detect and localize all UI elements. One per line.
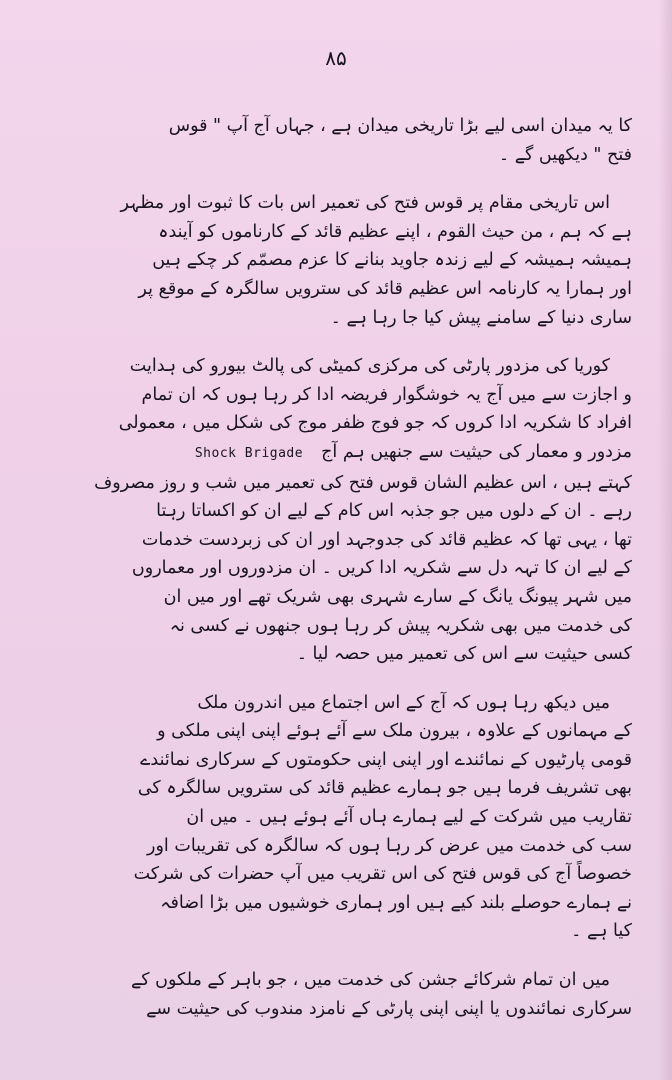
text-line: کوریا کی مزدور پارٹی کی مرکزی کمیٹی کی پالٹ بیورو کی ہدایت: [129, 356, 610, 377]
text-line: فتح " دیکھیں گے ۔: [498, 144, 632, 165]
text-line: میں ان تمام شرکائے جشن کی خدمت میں ، جو باہر کے ملکوں کے: [131, 970, 610, 991]
text-line: خصوصاً آج کی قوس فتح کی اس تقریب میں آپ حضرات کی شرکت: [133, 864, 632, 885]
text-line-with-term: [52, 438, 632, 469]
text-line: اس تاریخی مقام پر قوس فتح کی تعمیر اس بات کا ثبوت اور مظہر: [120, 193, 610, 214]
paragraph-5: [52, 966, 632, 1023]
text-line: میں شہر پیونگ یانگ کے سارے شہری بھی شریک تھے اور میں ان: [163, 586, 632, 607]
body-text: [52, 112, 632, 1023]
page-number: ۸۵: [325, 46, 347, 70]
paragraph-1: [52, 112, 632, 169]
text-line: نے ہمارے حوصلے بلند کیے ہیں اور ہماری خوشیوں میں بڑا اضافہ: [160, 892, 632, 913]
text-line: ہمیشہ ہمیشہ کے لیے زندہ جاوید بنانے کا عزم مصمّم کر چکے ہیں: [152, 250, 632, 271]
latin-term: Shock Brigade: [194, 445, 304, 461]
text-line: سرکاری نمائندوں یا اپنی اپنی پارٹی کے نامزد مندوب کی حیثیت سے: [146, 998, 632, 1019]
text-line: کیا ہے ۔: [571, 921, 632, 942]
text-line: تقاریب میں شرکت کے لیے ہمارے ہاں آئے ہوئے ہیں ۔ میں ان: [186, 807, 632, 828]
text-line: ساری دنیا کے سامنے پیش کیا جا رہا ہے ۔: [330, 307, 632, 328]
text-line: کے مہمانوں کے علاوہ ، بیرون ملک سے آئے ہوئے اپنی اپنی ملکی و: [157, 721, 632, 742]
text-segment: مزدور و معمار کی حیثیت سے جنھیں ہم آج: [321, 441, 632, 462]
text-line: کا یہ میدان اسی لیے بڑا تاریخی میدان ہے ، جہاں آج آپ " قوس: [168, 116, 632, 136]
text-line: بھی تشریف فرما ہیں جو ہمارے عظیم قائد کی سترویں سالگرہ کی: [137, 778, 632, 799]
text-line: افراد کا شکریہ ادا کروں کہ جو فوج ظفر موج کی شکل میں ، معمولی: [118, 413, 632, 434]
text-line: قومی پارٹیوں کے نمائندے اور اپنی اپنی حکومتوں کے سرکاری نمائندے: [140, 749, 632, 770]
text-line: و اجازت سے میں آج یہ خوشگوار فریضہ ادا کر رہا ہوں کہ ان تمام: [141, 384, 632, 405]
paragraph-2: [52, 189, 632, 332]
paragraph-3: [52, 352, 632, 669]
paragraph-4: [52, 689, 632, 946]
page-edge-shadow: [658, 0, 672, 1080]
text-line: کسی حیثیت سے اس کی تعمیر میں حصہ لیا ۔: [296, 644, 632, 665]
text-line: کے لیے ان کا تہہ دل سے شکریہ ادا کریں ۔ ان مزدوروں اور معماروں: [131, 558, 632, 579]
text-line: تھا ، یہی تھا کہ عظیم قائد کی جدوجہد اور ان کی زبردست خدمات: [141, 529, 632, 550]
text-line: کی خدمت میں بھی شکریہ پیش کر رہا ہوں جنھوں نے کسی نہ: [169, 615, 632, 636]
text-line: سب کی خدمت میں عرض کر رہا ہوں کہ سالگرہ کی تقریبات اور: [147, 835, 632, 856]
text-line: ہے کہ ہم ، من حیث القوم ، اپنے عظیم قائد کے کارناموں کو آیندہ: [158, 221, 632, 242]
text-line: میں دیکھ رہا ہوں کہ آج کے اس اجتماع میں اندرون ملک: [197, 692, 610, 713]
text-line: اور ہمارا یہ کارنامہ اس عظیم قائد کی سترویں سالگرہ کے موقع پر: [138, 278, 632, 299]
text-line: کہتے ہیں ، اس عظیم الشان قوس فتح کی تعمیر میں شب و روز مصروف: [94, 472, 632, 493]
text-line: رہے ۔ ان کے دلوں میں جو جذبہ اس کام کے لیے ان کو اکساتا رہتا: [156, 501, 632, 522]
